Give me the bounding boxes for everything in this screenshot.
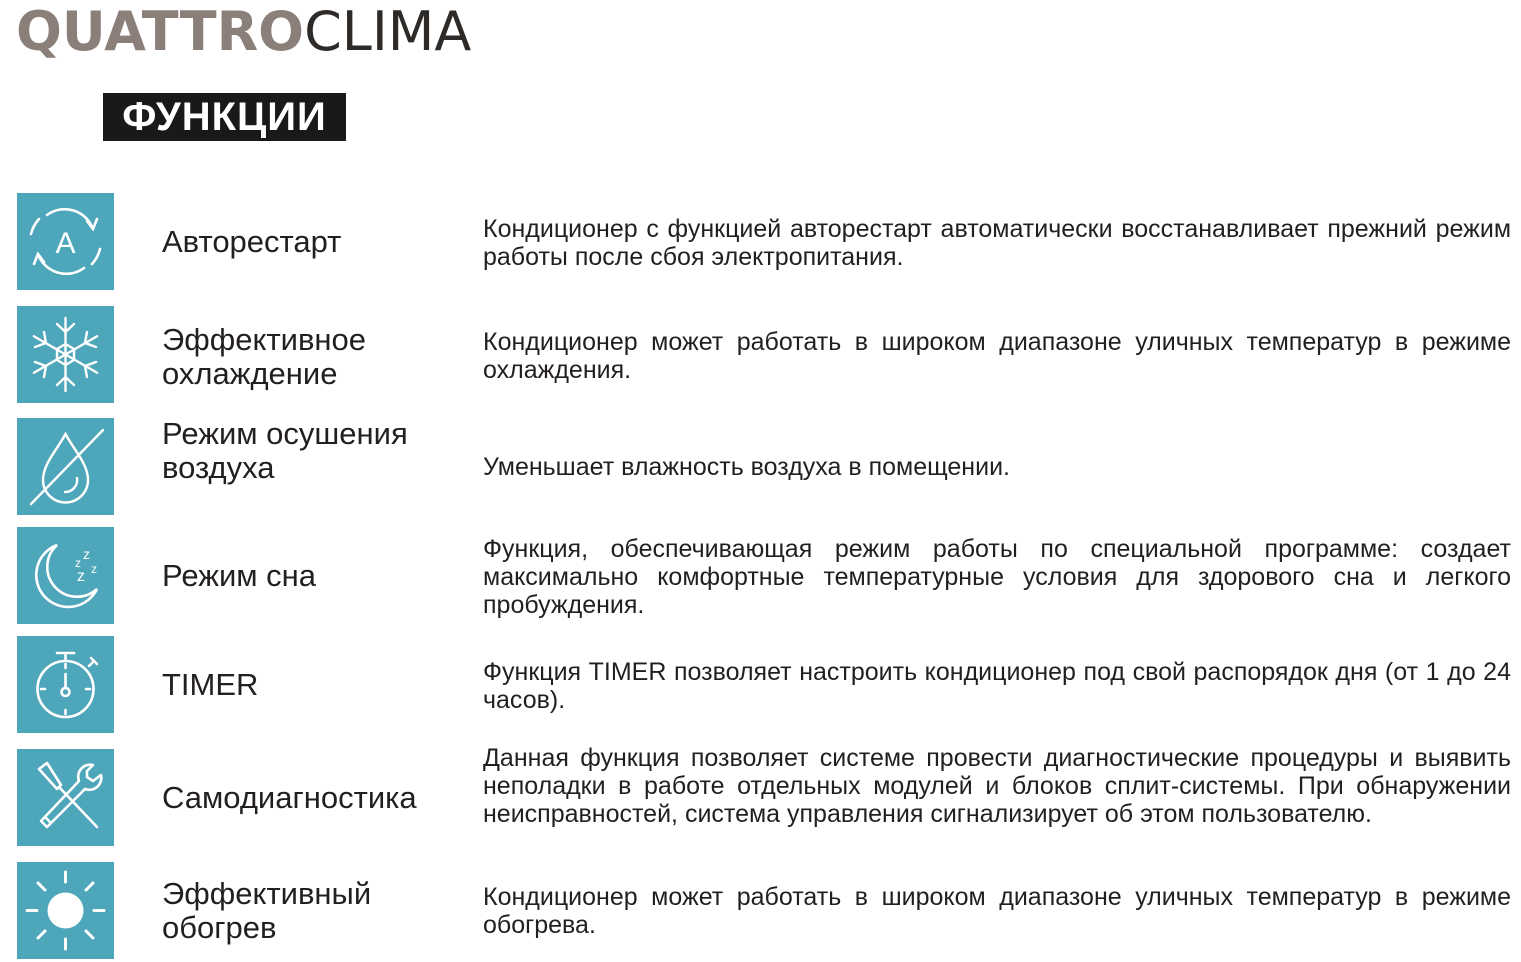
dry-mode-icon bbox=[17, 418, 114, 515]
feature-name: Режим осушения воздуха bbox=[162, 416, 408, 485]
feature-description: Кондиционер может работать в широком диапазоне уличных температур в режиме обогрева. bbox=[483, 883, 1511, 939]
logo-part-quattro: QUATTRO bbox=[16, 0, 305, 63]
logo-part-clima: CLIMA bbox=[304, 0, 472, 63]
feature-description: Функция TIMER позволяет настроить кондиционер под свой распорядок дня (от 1 до 24 часов). bbox=[483, 658, 1511, 714]
svg-text:z: z bbox=[75, 556, 81, 570]
tools-icon bbox=[17, 749, 114, 846]
feature-description: Функция, обеспечивающая режим работы по специальной программе: создает максимально комфортные температурные условия для здорового сна и легкого пробуждения. bbox=[483, 535, 1511, 619]
svg-text:z: z bbox=[91, 562, 97, 576]
feature-name: Авторестарт bbox=[162, 224, 342, 259]
feature-description: Кондиционер с функцией авторестарт автоматически восстанавливает прежний режим работы после сбоя электропитания. bbox=[483, 215, 1511, 271]
brand-logo bbox=[16, 2, 471, 62]
sleep-moon-icon bbox=[17, 527, 114, 624]
feature-description: Данная функция позволяет системе провести диагностические процедуры и выявить неполадки в работе отдельных модулей и блоков сплит-системы. При обнаружении неисправностей, система управления сигнализирует об этом пользователю. bbox=[483, 744, 1511, 828]
feature-name: TIMER bbox=[162, 667, 259, 702]
feature-name: Самодиагностика bbox=[162, 780, 417, 815]
autorestart-icon bbox=[17, 193, 114, 290]
feature-name: Эффективный обогрев bbox=[162, 876, 372, 945]
svg-text:A: A bbox=[55, 227, 76, 260]
sun-icon bbox=[17, 862, 114, 959]
feature-description: Уменьшает влажность воздуха в помещении. bbox=[483, 453, 1010, 481]
section-title: ФУНКЦИИ bbox=[103, 93, 346, 141]
svg-text:z: z bbox=[83, 546, 90, 562]
feature-name: Режим сна bbox=[162, 558, 317, 593]
feature-name: Эффективное охлаждение bbox=[162, 322, 367, 391]
stopwatch-icon bbox=[17, 636, 114, 733]
feature-description: Кондиционер может работать в широком диапазоне уличных температур в режиме охлаждения. bbox=[483, 328, 1511, 384]
svg-text:z: z bbox=[77, 568, 85, 585]
snowflake-icon bbox=[17, 306, 114, 403]
